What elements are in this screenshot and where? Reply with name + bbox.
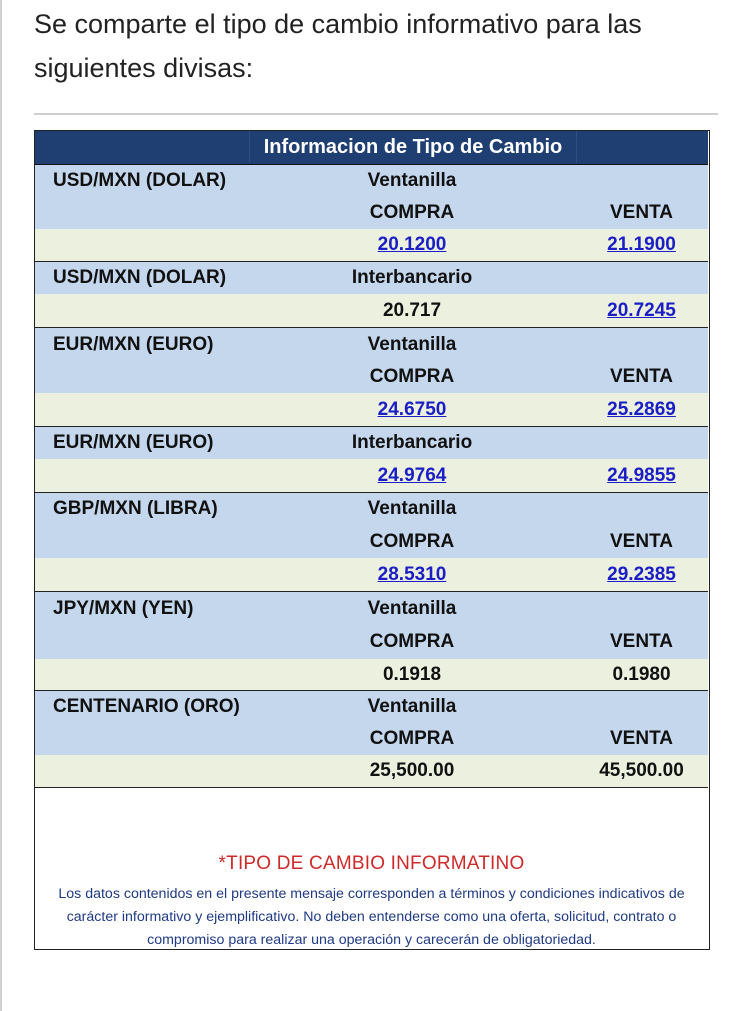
intro-text: Se comparte el tipo de cambio informativo para las siguientes divisas: — [34, 9, 642, 83]
value-row — [35, 229, 708, 262]
compra-label: COMPRA — [369, 728, 455, 749]
compra-value: 0.1918 — [382, 663, 442, 685]
value-row — [35, 659, 708, 691]
pair-row — [35, 328, 708, 361]
pair-label: CENTENARIO (ORO) — [53, 696, 240, 717]
compra-value-link[interactable]: 24.6750 — [377, 398, 447, 420]
venta-value-link[interactable]: 25.2869 — [607, 398, 676, 420]
compra-label: COMPRA — [369, 366, 455, 387]
disclaimer-text: Los datos contenidos en el presente mensaje corresponden a términos y condiciones indicativos de carácter informativo y ejemplificativo. No deben entenderse como una oferta, solicitud, contrato o compromiso para realizar una operación y carecerán de obligatoriedad. — [58, 886, 685, 948]
venta-label: VENTA — [610, 631, 673, 652]
horizontal-divider — [34, 113, 718, 115]
value-row — [35, 459, 708, 493]
pair-row — [35, 165, 708, 197]
venta-label: VENTA — [610, 728, 673, 749]
rate-type: Ventanilla — [367, 597, 457, 619]
pair-row — [35, 427, 708, 459]
compra-value-link[interactable]: 24.9764 — [377, 464, 447, 486]
value-row — [35, 755, 708, 788]
rate-type: Ventanilla — [367, 696, 457, 717]
compra-venta-header-row — [35, 361, 708, 393]
compra-venta-header-row — [35, 197, 708, 229]
compra-venta-header-row — [35, 723, 708, 755]
rate-type: Ventanilla — [367, 498, 457, 519]
rate-type: Ventanilla — [367, 170, 457, 191]
disclaimer-title: *TIPO DE CAMBIO INFORMATINO — [218, 853, 525, 874]
venta-value-link[interactable]: 21.1900 — [607, 234, 676, 255]
compra-label: COMPRA — [369, 631, 455, 652]
pair-label: EUR/MXN (EURO) — [53, 333, 214, 355]
venta-label: VENTA — [610, 530, 673, 552]
compra-value: 25,500.00 — [369, 760, 455, 781]
compra-venta-header-row — [35, 625, 708, 659]
pair-label: JPY/MXN (YEN) — [53, 597, 194, 619]
pair-label: GBP/MXN (LIBRA) — [53, 498, 218, 519]
compra-label: COMPRA — [369, 202, 455, 223]
venta-value-link[interactable]: 29.2385 — [607, 563, 676, 585]
compra-venta-header-row — [35, 525, 708, 558]
exchange-rate-table — [34, 130, 710, 950]
venta-value: 0.1980 — [612, 663, 671, 685]
pair-label: USD/MXN (DOLAR) — [53, 170, 227, 191]
page-left-border — [0, 0, 2, 1011]
pair-row — [35, 493, 708, 525]
pair-label: USD/MXN (DOLAR) — [53, 267, 227, 288]
venta-label: VENTA — [610, 202, 673, 223]
pair-row — [35, 592, 708, 625]
rate-type: Interbancario — [351, 432, 473, 453]
venta-value: 45,500.00 — [599, 760, 684, 781]
pair-label: EUR/MXN (EURO) — [53, 432, 214, 453]
pair-row — [35, 262, 708, 294]
venta-value-link[interactable]: 20.7245 — [607, 299, 676, 321]
compra-value: 20.717 — [382, 299, 442, 321]
compra-value-link[interactable]: 20.1200 — [377, 234, 447, 255]
value-row — [35, 393, 708, 427]
rate-type: Interbancario — [351, 267, 473, 288]
table-header — [35, 131, 708, 165]
rate-type: Ventanilla — [367, 333, 457, 355]
value-row — [35, 558, 708, 592]
table-header-title: Informacion de Tipo de Cambio — [249, 131, 577, 163]
pair-row — [35, 691, 708, 723]
venta-label: VENTA — [610, 366, 673, 387]
venta-value-link[interactable]: 24.9855 — [607, 464, 676, 486]
compra-label: COMPRA — [369, 530, 455, 552]
value-row — [35, 294, 708, 328]
compra-value-link[interactable]: 28.5310 — [377, 563, 447, 585]
